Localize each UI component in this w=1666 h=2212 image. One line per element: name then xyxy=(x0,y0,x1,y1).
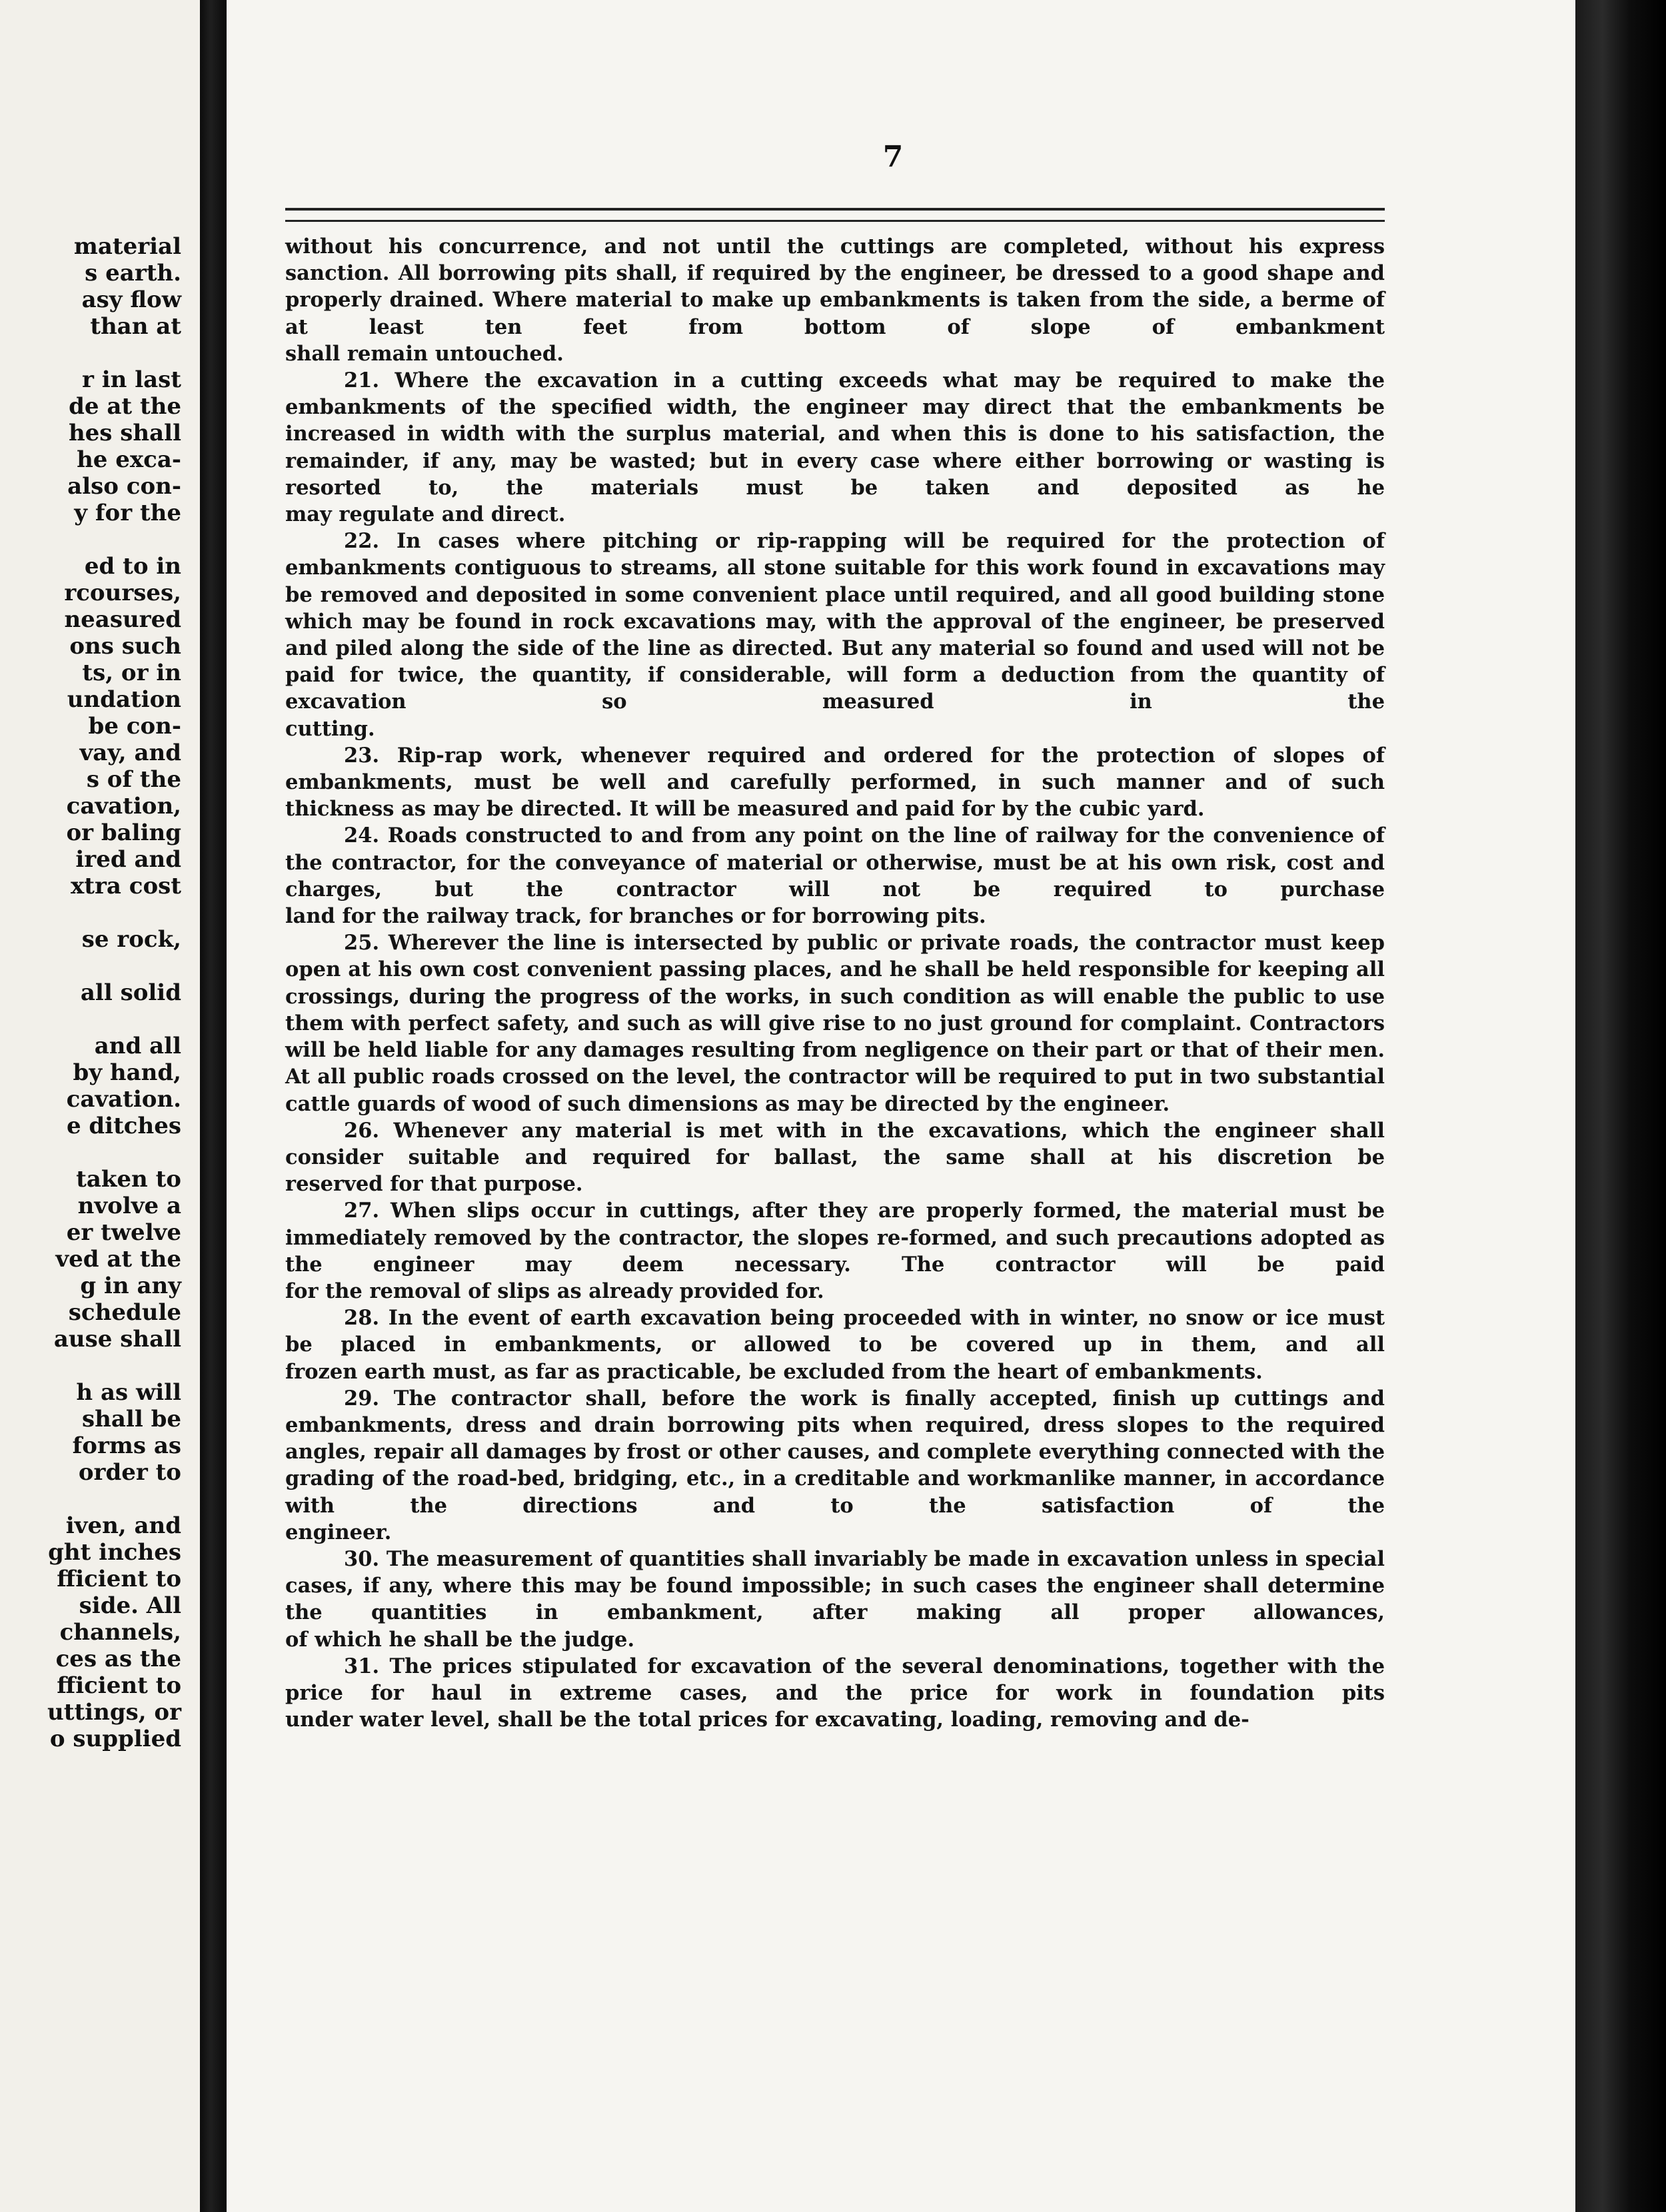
left-page-line: nvolve a xyxy=(77,1193,181,1219)
paragraph xyxy=(285,822,1385,903)
left-page-line: ause shall xyxy=(53,1326,181,1353)
paragraph xyxy=(285,233,1385,340)
left-page-line: xtra cost xyxy=(71,873,181,899)
left-page-line: iven, and xyxy=(65,1512,181,1539)
body-text xyxy=(285,233,1385,1733)
left-page-line xyxy=(0,1353,181,1379)
right-page xyxy=(227,0,1575,2212)
left-page-line: er twelve xyxy=(66,1219,181,1246)
left-page-line: ts, or in xyxy=(82,660,181,686)
paragraph-last-line: frozen earth must, as far as practicable, be excluded from the heart of embankments. xyxy=(285,1359,1263,1384)
left-page-line xyxy=(0,526,181,553)
left-page-line: than at xyxy=(90,313,181,340)
left-page-line: ired and xyxy=(75,846,181,873)
paragraph-body: without his concurrence, and not until the cuttings are completed, without his express sanction. All borrowing pits shall, if required by the engineer, be dressed to a good shape and properly drained. Where material to make up embankments is taken from the side, a berme of at least ten feet from bottom of slope of embankment xyxy=(285,235,1385,339)
paragraph-body: 24. Roads constructed to and from any point on the line of railway for the convenience of the contractor, for the conveyance of material or otherwise, must be at his own risk, cost and charges, but the contractor will not be required to purchase xyxy=(285,824,1385,901)
left-page-line: fficient to xyxy=(57,1566,181,1592)
paragraph xyxy=(285,528,1385,715)
book-edge xyxy=(1575,0,1666,2212)
left-page-line: r in last xyxy=(81,366,181,393)
left-page-line: he exca- xyxy=(77,446,181,473)
left-page-line: ed to in xyxy=(84,553,181,580)
left-page-line xyxy=(0,1006,181,1033)
paragraph xyxy=(285,367,1385,501)
book-gutter xyxy=(200,0,227,2212)
left-page-line: ces as the xyxy=(55,1646,181,1672)
left-page-line: s earth. xyxy=(85,260,181,286)
paragraph-last-line: under water level, shall be the total prices for excavating, loading, removing and de- xyxy=(285,1708,1250,1732)
left-page-line xyxy=(0,899,181,926)
paragraph-body: 29. The contractor shall, before the work is finally accepted, finish up cuttings and embankments, dress and drain borrowing pits when required, dress slopes to the required angles, repair all damages by frost or other causes, and complete everything connected with the grading of the road-bed, bridging, etc., in a creditable and workmanlike manner, in accordance with the directions and to the satisfaction of the xyxy=(285,1386,1385,1518)
paragraph xyxy=(285,1117,1385,1171)
left-page-line: all solid xyxy=(80,979,181,1006)
left-page-line: by hand, xyxy=(73,1059,181,1086)
left-page-line: also con- xyxy=(67,473,181,500)
left-page-line: be con- xyxy=(88,713,181,740)
paragraph-body: 22. In cases where pitching or rip-rapping will be required for the protection of embankments contiguous to streams, all stone suitable for this work found in excavations may be removed and deposited in some convenient place until required, and all good building stone which may be found in rock excavations may, with the approval of the engineer, be preserved and piled along the side of the line as directed. But any material so found and used will not be paid for twice, the quantity, if considerable, will form a deduction from the quantity of excavation so measured in the xyxy=(285,529,1385,714)
paragraph-last-line: reserved for that purpose. xyxy=(285,1172,583,1197)
left-page-lines xyxy=(0,233,181,1752)
paragraph-last-line: may regulate and direct. xyxy=(285,502,566,527)
paragraph-body: 25. Wherever the line is intersected by public or private roads, the contractor must keep open at his own cost convenient passing places, and he shall be held responsible for keeping all crossings, during the progress of the works, in such condition as will enable the public to use them with perfect safety, and such as will give rise to no just ground for complaint. Contractors will be held liable for any damages resulting from negligence on their part or that of their men. At all public roads crossed on the level, the contractor will be required to put in two substantial xyxy=(285,931,1385,1089)
left-page-line: se rock, xyxy=(81,926,181,953)
left-page-line: ons such xyxy=(69,633,181,660)
paragraph-body: 30. The measurement of quantities shall invariably be made in excavation unless in special cases, if any, where this may be found impossible; in such cases the engineer shall determine the quantities in embankment, after making all proper allowances, xyxy=(285,1546,1385,1625)
paragraph xyxy=(285,1546,1385,1626)
left-page-line: s of the xyxy=(86,766,181,793)
paragraph xyxy=(285,1305,1385,1358)
left-page-line: neasured xyxy=(64,606,181,633)
paragraph-last-line: cattle guards of wood of such dimensions as may be directed by the engineer. xyxy=(285,1091,1170,1116)
left-page-line: material xyxy=(73,233,181,260)
left-page-line: undation xyxy=(67,686,181,713)
paragraph-body: 31. The prices stipulated for excavation of the several denominations, together with the price for haul in extreme cases, and the price for work in foundation pits xyxy=(285,1654,1385,1705)
left-page-line: channels, xyxy=(59,1619,181,1646)
left-page-line: h as will xyxy=(76,1379,181,1406)
paragraph xyxy=(285,929,1385,1090)
paragraph-last-line: land for the railway track, for branches or for borrowing pits. xyxy=(285,904,986,929)
left-page-line: hes shall xyxy=(68,420,181,446)
left-page-line: cavation, xyxy=(66,793,181,820)
left-page-line: ved at the xyxy=(55,1246,181,1273)
paragraph-last-line: of which he shall be the judge. xyxy=(285,1627,635,1652)
paragraph xyxy=(285,742,1385,796)
left-page-line: and all xyxy=(94,1033,181,1059)
left-page-line: asy flow xyxy=(81,286,181,313)
left-page-line xyxy=(0,340,181,366)
paragraph xyxy=(285,1653,1385,1706)
paragraph xyxy=(285,1197,1385,1278)
left-page-line: ght inches xyxy=(48,1539,181,1566)
paragraph-last-line: for the removal of slips as already provided for. xyxy=(285,1279,824,1303)
paragraph-last-line: cutting. xyxy=(285,716,375,741)
left-page-line: shall be xyxy=(82,1406,181,1432)
left-page-line: e ditches xyxy=(66,1113,181,1139)
left-page-line: side. All xyxy=(79,1592,181,1619)
paragraph-body: 27. When slips occur in cuttings, after they are properly formed, the material must be immediately removed by the contractor, the slopes re-formed, and such precautions adopted as the engineer may deem necessary. The contractor will be paid xyxy=(285,1199,1385,1277)
left-page-line: g in any xyxy=(80,1273,181,1299)
left-page-line xyxy=(0,1486,181,1512)
page-number: 7 xyxy=(882,140,904,174)
paragraph-last-line: shall remain untouched. xyxy=(285,341,564,366)
left-page-line: or baling xyxy=(66,820,181,846)
left-page-line: rcourses, xyxy=(64,580,181,606)
header-double-rule xyxy=(285,208,1385,222)
left-page-line: uttings, or xyxy=(47,1699,181,1726)
paragraph-body: 26. Whenever any material is met with in the excavations, which the engineer shall consider suitable and required for ballast, the same shall at his discretion be xyxy=(285,1118,1385,1169)
paragraph-body: 21. Where the excavation in a cutting exceeds what may be required to make the embankments of the specified width, the engineer may direct that the embankments be increased in width with the surplus material, and when this is done to his satisfaction, the remainder, if any, may be wasted; but in every case where either borrowing or wasting is resorted to, the materials must be taken and deposited as he xyxy=(285,368,1385,500)
left-page-line: o supplied xyxy=(49,1726,181,1752)
left-page-line: order to xyxy=(78,1459,181,1486)
left-page-fragment xyxy=(0,0,200,2212)
left-page-line: taken to xyxy=(76,1166,181,1193)
left-page-line: cavation. xyxy=(66,1086,181,1113)
left-page-line: schedule xyxy=(68,1299,181,1326)
paragraph-body: 28. In the event of earth excavation being proceeded with in winter, no snow or ice must be placed in embankments, or allowed to be covered up in them, and all xyxy=(285,1306,1385,1357)
left-page-line xyxy=(0,1139,181,1166)
paragraph-last-line: engineer. xyxy=(285,1520,392,1544)
left-page-line: fficient to xyxy=(57,1672,181,1699)
left-page-line: de at the xyxy=(69,393,181,420)
left-page-line: y for the xyxy=(74,500,181,526)
paragraph-last-line: thickness as may be directed. It will be measured and paid for by the cubic yard. xyxy=(285,797,1205,822)
left-page-line: vay, and xyxy=(79,740,181,766)
paragraph xyxy=(285,1385,1385,1519)
paragraph-body: 23. Rip-rap work, whenever required and ordered for the protection of slopes of embankments, must be well and carefully performed, in such manner and of such xyxy=(285,743,1385,795)
left-page-line: forms as xyxy=(72,1432,181,1459)
left-page-line xyxy=(0,953,181,979)
